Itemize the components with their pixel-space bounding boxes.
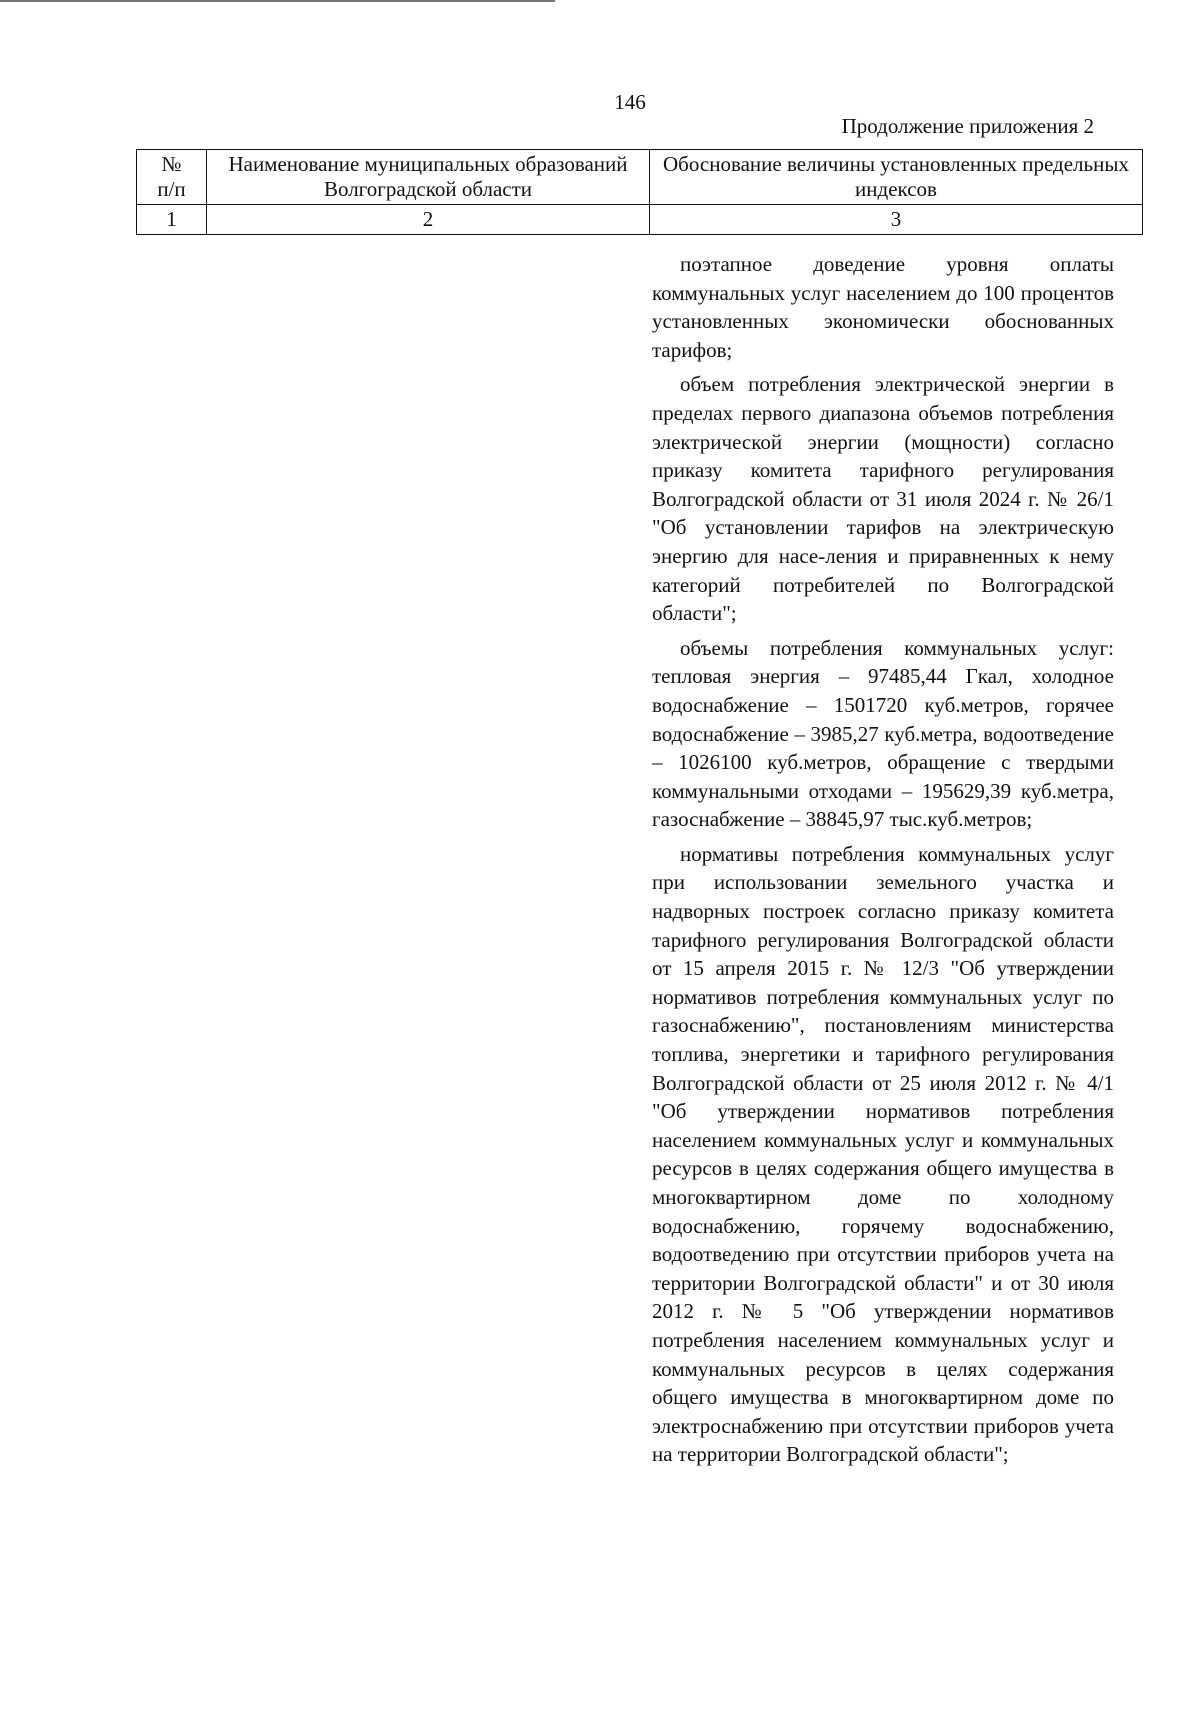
page-number: 146 <box>614 90 646 114</box>
appendix-continuation-label: Продолжение приложения 2 <box>841 114 1094 138</box>
justification-text-column <box>652 250 1114 1475</box>
scan-edge-line <box>0 0 555 2</box>
paragraph-consumption-norms: нормативы потребления коммунальных услуг при использовании земельного участка и надворных построек согласно приказу комитета тарифного регулирования Волгоградской области от 15 апреля 2015 г. № 12/3 "Об утверждении нормативов потребления коммунальных услуг по газоснабжению", постановлениям министерства топлива, энергетики и тарифного регулирования Волгоградской области от 25 июля 2012 г. № 4/1 "Об утверждении нормативов потребления населением коммунальных услуг и коммунальных ресурсов в целях содержания общего имущества в многоквартирном доме по холодному водоснабжению, горячему водоснабжению, водоотведению при отсутствии приборов учета на территории Волгоградской области" и от 30 июля 2012 г. № 5 "Об утверждении нормативов потребления населением коммунальных услуг и коммунальных ресурсов в целях содержания общего имущества в многоквартирном доме по электроснабжению при отсутствии приборов учета на территории Волгоградской области"; <box>652 841 1114 1467</box>
table-header-row <box>137 150 1143 205</box>
column-number-1: 1 <box>137 205 207 235</box>
table-column-number-row <box>137 205 1143 235</box>
header-table <box>136 149 1143 235</box>
header-municipality-name: Наименование муниципальных образований Волгоградской области <box>207 150 650 205</box>
paragraph-payment-level: поэтапное доведение уровня оплаты коммунальных услуг населением до 100 процентов установленных экономически обоснованных тарифов; <box>652 252 1114 362</box>
paragraph-utility-volumes: объемы потребления коммунальных услуг: тепловая энергия – 97485,44 Гкал, холодное водоснабжение – 1501720 куб.метров, горячее водоснабжение – 3985,27 куб.метра, водоотведение – 1026100 куб.метров, обращение с твердыми коммунальными отходами – 195629,39 куб.метра, газоснабжение – 38845,97 тыс.куб.метров; <box>652 635 1114 832</box>
paragraph-electricity-volume: объем потребления электрической энергии в пределах первого диапазона объемов потребления электрической энергии (мощности) согласно приказу комитета тарифного регулирования Волгоградской области от 31 июля 2024 г. № 26/1 "Об установлении тарифов на электрическую энергию для насе-ления и приравненных к нему категорий потребителей по Волгоградской области"; <box>652 372 1114 626</box>
column-number-3: 3 <box>650 205 1143 235</box>
header-number: № п/п <box>137 150 207 205</box>
column-number-2: 2 <box>207 205 650 235</box>
header-justification: Обоснование величины установленных предельных индексов <box>650 150 1143 205</box>
